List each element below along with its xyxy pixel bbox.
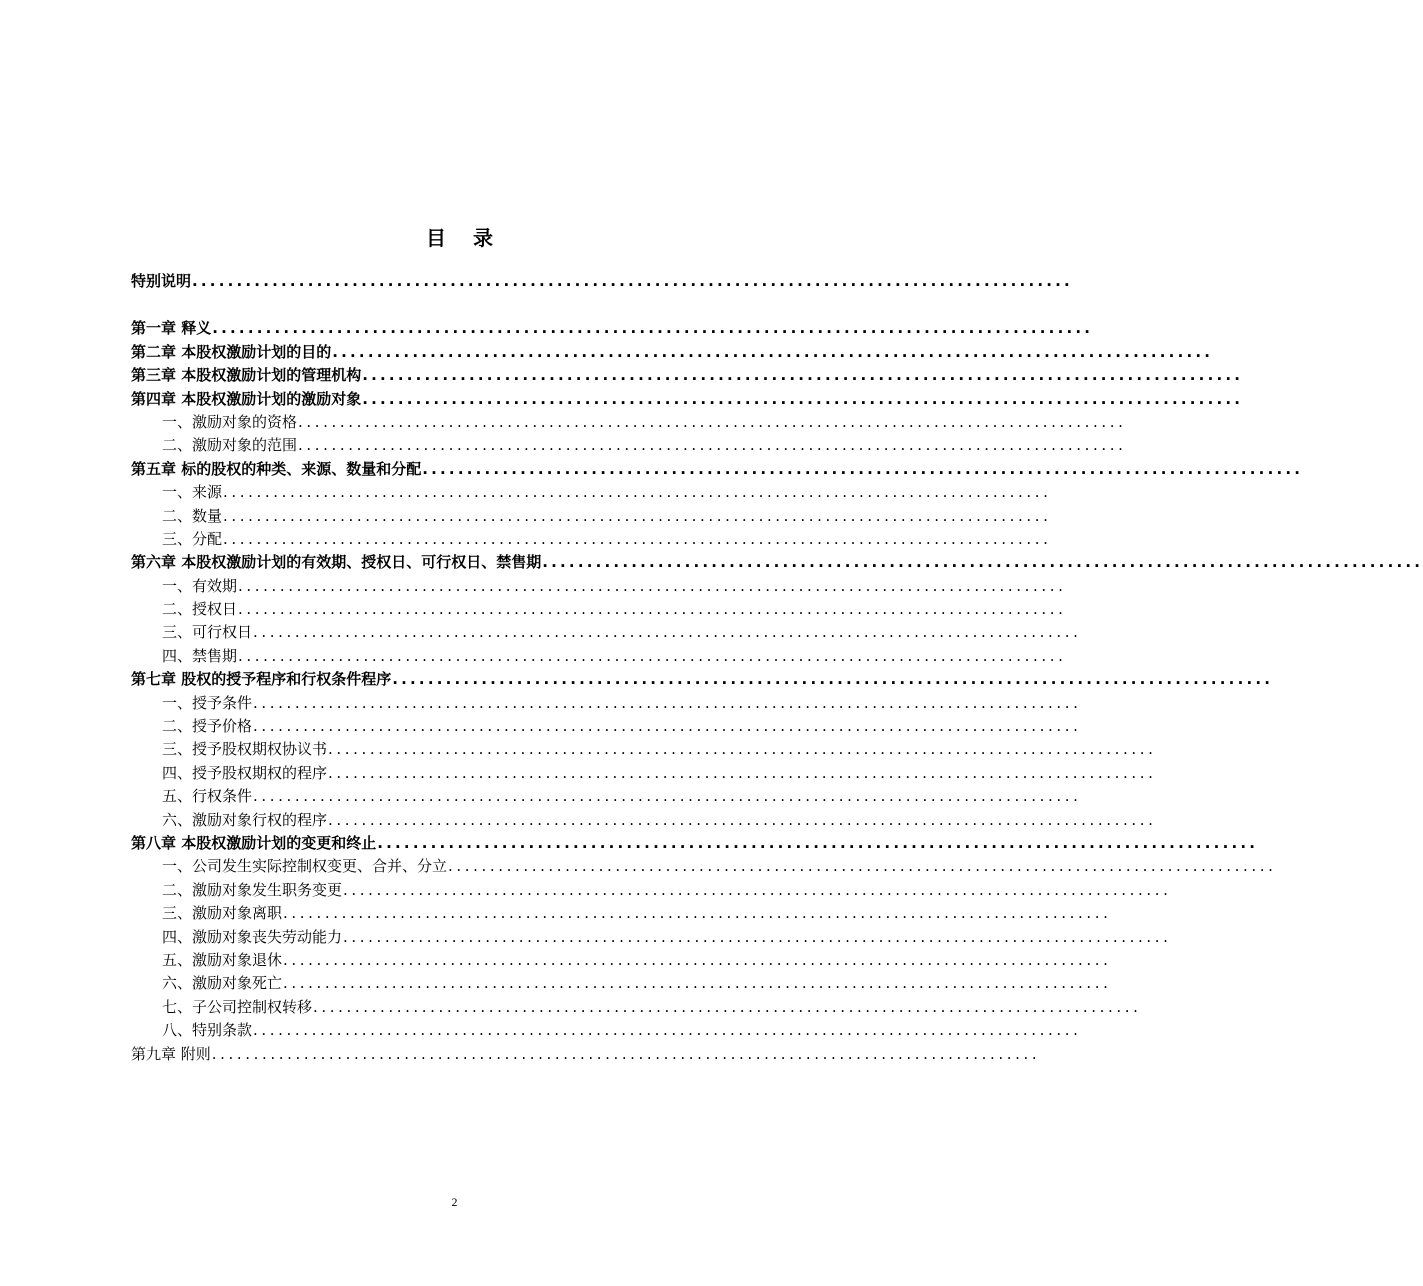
toc-entry-label: 第四章 本股权激励计划的激励对象	[131, 389, 362, 408]
toc-section-entry[interactable]	[131, 715, 1082, 738]
toc-entry-label: 第七章 股权的授予程序和行权条件程序	[131, 670, 392, 689]
toc-entry-label: 五、激励对象退休	[162, 950, 283, 969]
toc-chapter-entry[interactable]	[131, 1043, 1041, 1066]
toc-dot-leader: ...................................................................................................	[392, 670, 1274, 689]
toc-entry-label: 二、授权日	[162, 600, 238, 619]
toc-entry-label: 四、激励对象丧失劳动能力	[162, 927, 343, 946]
toc-dot-leader: ...................................................................................................	[238, 600, 1067, 619]
toc-chapter-entry[interactable]	[131, 668, 1274, 691]
toc-section-entry[interactable]	[131, 434, 1127, 457]
toc-dot-leader: ...................................................................................................	[283, 974, 1112, 993]
toc-dot-leader: ...................................................................................................	[283, 904, 1112, 923]
toc-dot-leader: ...................................................................................................	[422, 459, 1304, 478]
toc-entry-label: 第二章 本股权激励计划的目的	[131, 342, 332, 361]
toc-section-entry[interactable]	[131, 505, 1052, 528]
toc-dot-leader: ...................................................................................................	[253, 693, 1082, 712]
toc-dot-leader: ...................................................................................................	[223, 483, 1052, 502]
toc-chapter-entry[interactable]	[131, 341, 1214, 364]
toc-entry-label: 第六章 本股权激励计划的有效期、授权日、可行权日、禁售期	[131, 553, 542, 572]
toc-section-entry[interactable]	[131, 809, 1157, 832]
toc-section-entry[interactable]	[131, 855, 1277, 878]
toc-section-entry[interactable]	[131, 411, 1127, 434]
toc-entry-label: 一、有效期	[162, 576, 238, 595]
toc-chapter-entry[interactable]	[131, 551, 1423, 574]
toc-dot-leader: ...................................................................................................	[253, 717, 1082, 736]
toc-dot-leader: ...................................................................................................	[192, 272, 1073, 290]
toc-section-entry[interactable]	[131, 692, 1082, 715]
toc-dot-leader: ...................................................................................................	[448, 857, 1277, 876]
toc-dot-leader: ...................................................................................................	[377, 833, 1259, 852]
toc-entry-label: 一、公司发生实际控制权变更、合并、分立	[162, 857, 448, 876]
toc-section-entry[interactable]	[131, 879, 1172, 902]
toc-entry-label: 一、授予条件	[162, 693, 253, 712]
toc-section-entry[interactable]	[131, 575, 1067, 598]
toc-chapter-entry[interactable]	[131, 364, 1244, 387]
toc-dot-leader: ...................................................................................................	[212, 319, 1094, 338]
toc-section-entry[interactable]	[131, 738, 1157, 761]
toc-dot-leader: ...................................................................................................	[298, 412, 1127, 431]
toc-entry-label: 八、特别条款	[162, 1021, 253, 1040]
toc-entry-label: 四、禁售期	[162, 646, 238, 665]
toc-entry-label: 六、激励对象死亡	[162, 974, 283, 993]
toc-section-entry[interactable]	[131, 621, 1082, 644]
toc-entry-label: 一、来源	[162, 483, 223, 502]
page-number: 2	[451, 1195, 458, 1209]
toc-entry-label: 一、激励对象的资格	[162, 412, 298, 431]
toc-entry-label: 第五章 标的股权的种类、来源、数量和分配	[131, 459, 422, 478]
toc-entry-label: 二、激励对象发生职务变更	[162, 880, 343, 899]
toc-entry-label: 五、行权条件	[162, 787, 253, 806]
toc-section-entry[interactable]	[131, 528, 1052, 551]
toc-entry-label: 二、数量	[162, 506, 223, 525]
toc-entry-label: 二、授予价格	[162, 717, 253, 736]
toc-chapter-entry[interactable]	[131, 388, 1244, 411]
toc-entry-label: 四、授予股权期权的程序	[162, 763, 328, 782]
toc-dot-leader: ...................................................................................................	[298, 436, 1127, 455]
toc-dot-leader: ...................................................................................................	[328, 740, 1157, 759]
toc-entry-label: 三、可行权日	[162, 623, 253, 642]
toc-entry-label: 第三章 本股权激励计划的管理机构	[131, 366, 362, 385]
toc-entry-label: 三、授予股权期权协议书	[162, 740, 328, 759]
toc-section-entry[interactable]	[131, 481, 1052, 504]
toc-dot-leader: ...................................................................................................	[223, 506, 1052, 525]
toc-entry-label: 三、分配	[162, 529, 223, 548]
toc-entry-label: 三、激励对象离职	[162, 904, 283, 923]
toc-dot-leader: ...................................................................................................	[362, 389, 1244, 408]
toc-dot-leader: ...................................................................................................	[238, 646, 1067, 665]
toc-chapter-entry[interactable]	[131, 317, 1094, 340]
toc-dot-leader: ...................................................................................................	[253, 623, 1082, 642]
toc-section-entry[interactable]	[131, 902, 1112, 925]
toc-section-entry[interactable]	[131, 762, 1157, 785]
toc-dot-leader: ...................................................................................................	[362, 366, 1244, 385]
toc-dot-leader: ...................................................................................................	[332, 342, 1214, 361]
toc-entry-label: 第一章 释义	[131, 319, 212, 338]
toc-chapter-entry[interactable]	[131, 270, 1073, 293]
toc-section-entry[interactable]	[131, 645, 1067, 668]
toc-dot-leader: ...................................................................................................	[253, 1021, 1082, 1040]
toc-dot-leader: ...................................................................................................	[238, 576, 1067, 595]
toc-section-entry[interactable]	[131, 926, 1172, 949]
toc-section-entry[interactable]	[131, 785, 1082, 808]
table-of-contents	[131, 270, 1423, 1066]
toc-section-entry[interactable]	[131, 972, 1112, 995]
toc-title: 目 录	[426, 226, 503, 250]
toc-dot-leader: ...................................................................................................	[253, 787, 1082, 806]
toc-chapter-entry[interactable]	[131, 832, 1259, 855]
toc-dot-leader: ...................................................................................................	[328, 763, 1157, 782]
toc-dot-leader: ...................................................................................................	[313, 997, 1142, 1016]
toc-chapter-entry[interactable]	[131, 458, 1304, 481]
toc-dot-leader: ...................................................................................................	[283, 950, 1112, 969]
toc-dot-leader: ...................................................................................................	[343, 927, 1172, 946]
toc-entry-label: 第九章 附则	[131, 1044, 211, 1063]
toc-section-entry[interactable]	[131, 949, 1112, 972]
toc-section-entry[interactable]	[131, 598, 1067, 621]
toc-section-entry[interactable]	[131, 1019, 1082, 1042]
toc-dot-leader: ...................................................................................................	[223, 529, 1052, 548]
toc-section-entry[interactable]	[131, 996, 1142, 1019]
toc-entry-label: 特别说明	[131, 272, 192, 290]
toc-dot-leader: ...................................................................................................	[328, 810, 1157, 829]
toc-dot-leader: ...................................................................................................	[542, 553, 1423, 572]
toc-entry-label: 第八章 本股权激励计划的变更和终止	[131, 833, 377, 852]
toc-entry-label: 七、子公司控制权转移	[162, 997, 313, 1016]
toc-dot-leader: ...................................................................................................	[211, 1044, 1041, 1063]
toc-entry-label: 六、激励对象行权的程序	[162, 810, 328, 829]
toc-dot-leader: ...................................................................................................	[343, 880, 1172, 899]
toc-entry-label: 二、激励对象的范围	[162, 436, 298, 455]
